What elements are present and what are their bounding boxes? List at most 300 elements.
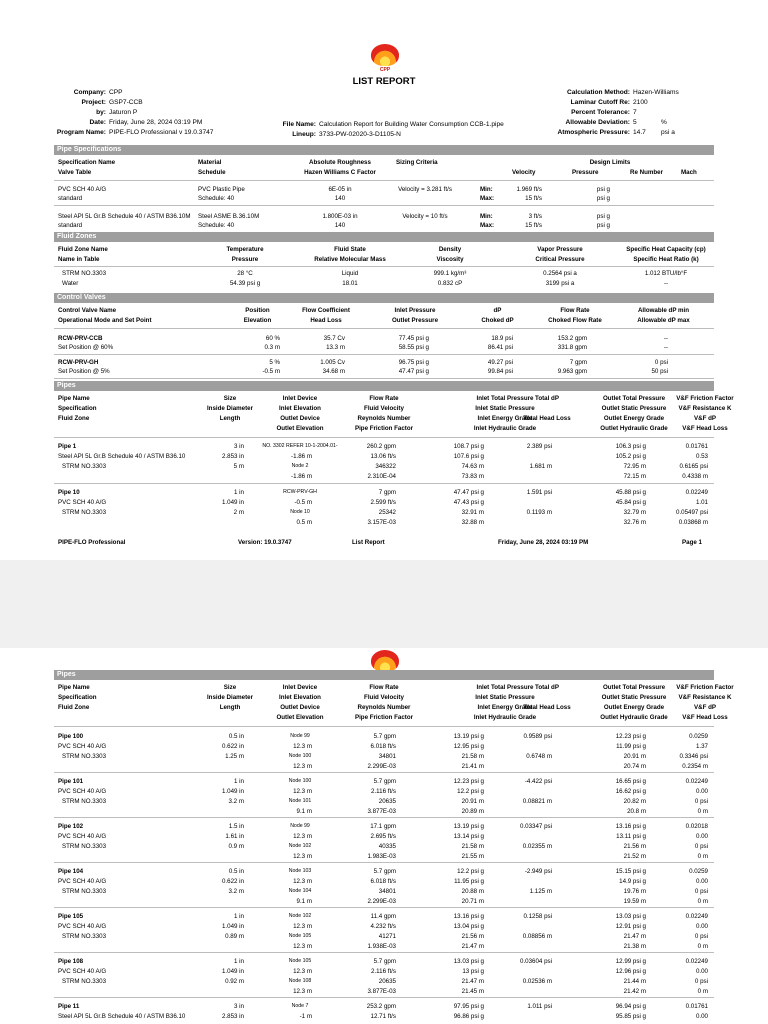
footer-page: Page 1 [682,539,702,546]
header-value: Jaturon P [109,109,138,116]
col-pipe-h1-0: Pipe Name [58,684,90,691]
header-row [54,98,213,108]
col-fz-press: Pressure [231,256,259,263]
pipe-specification: PVC SCH 40 A/G [58,878,107,885]
pipe-inside-diameter: 1.049 in [221,788,244,795]
fz-table: Water [62,280,79,287]
pipe-length: 1.25 m [225,753,244,760]
valve-pos: 60 % [265,335,280,342]
section-pipe-specifications: Pipe Specifications [54,145,714,155]
pipe-oe: 21.47 m [623,933,646,940]
col-pipe-h5-0: Inlet Total Pressure [476,395,534,402]
col-pipe-h5-3: Inlet Hydraulic Grade [473,714,537,721]
pipe-vhl: 0.03868 m [678,519,708,526]
pipe-k: 1.37 [695,743,708,750]
fz-vp: 0.2564 psi a [543,270,577,277]
pipe-fluid-zone: STRM NO.3303 [62,753,107,760]
pipe-vf: 0.02249 [685,958,708,965]
col-fz-visc: Viscosity [436,256,464,263]
header-row [540,88,679,98]
fz-cp: 3199 psi a [545,280,575,287]
pipe-vdp: 0.3346 psi [679,753,708,760]
pipe-fluid-zone: STRM NO.3303 [62,463,107,470]
pipe-ie: 74.63 m [461,463,484,470]
pipe-name: Pipe 1 [58,443,77,450]
pipe-name: Pipe 108 [58,958,84,965]
pipe-k: 0.00 [695,788,708,795]
pipe-size: 1 in [234,958,244,965]
rule [54,862,714,863]
pipe-fluid-zone: STRM NO.3303 [62,888,107,895]
pipe-ih: 32.88 m [461,519,484,526]
header-value: 7 [633,109,637,116]
fz-shc: 1.012 BTU/lb°F [644,270,688,277]
valve-mode: Set Position @ 5% [58,368,110,375]
pipe-total-dp: 2.389 psi [526,443,552,450]
col-pipe-h5-1: Inlet Static Pressure [475,694,535,701]
col-pipe-h4-2: Reynolds Number [357,704,411,711]
header-row [540,118,679,128]
pipe-f: 2.299E-03 [367,898,396,905]
pipe-ie: 21.58 m [461,843,484,850]
pipe-v: 2.695 ft/s [370,833,396,840]
pipe-specification: PVC SCH 40 A/G [58,968,107,975]
header-row [540,128,679,138]
pipe-f: 1.938E-03 [367,943,396,950]
pipe-total-head-loss: 0.1193 m [526,509,552,516]
col-cv-fr: Flow Rate [560,307,590,314]
pipe-inlet-device: Node 100 [288,778,312,784]
col-pipe-h4-1: Fluid Velocity [364,405,404,412]
pipe-ie: 32.91 m [461,509,484,516]
pipe-fluid-zone: STRM NO.3303 [62,798,107,805]
header-row [54,108,213,118]
spec-min-pressure: psi g [596,213,610,220]
pipe-ot: 15.15 psi g [615,868,646,875]
pipe-re: 25342 [378,509,396,516]
pipe-ot: 96.94 psi g [615,1003,646,1010]
pipe-f: 3.877E-03 [367,988,396,995]
col-pipe-h8-3: V&F Head Loss [682,714,728,721]
pipe-outlet-device: Node 108 [288,978,312,984]
max-label: Max: [480,222,495,229]
pipe-total-dp: 0.03604 psi [520,958,552,965]
pipe-outlet-elevation: 0.5 m [296,519,312,526]
pipe-oh: 21.52 m [623,853,646,860]
pipe-vhl: 0 m [697,808,708,815]
header-key: Program Name: [56,129,106,136]
valve-hl: 34.68 m [322,368,345,375]
pipe-outlet-device: Node 104 [288,888,312,894]
col-fz-state: Fluid State [334,246,366,253]
pipe-vf: 0.02249 [685,778,708,785]
pipe-ot: 16.65 psi g [615,778,646,785]
pipe-ih: 21.55 m [461,853,484,860]
header-right [540,88,679,138]
pipe-name: Pipe 101 [58,778,84,785]
col-pipe-h3-0: Inlet Device [282,395,318,402]
pipe-v: 2.116 ft/s [371,968,396,975]
pipe-v: 12.71 ft/s [370,1013,396,1020]
header-key: File Name: [282,121,316,128]
col-mach: Mach [681,169,697,176]
valve-cdp: 99.84 psi [487,368,513,375]
pipe-is: 13 psi g [462,968,484,975]
pipe-oe: 21.44 m [623,978,646,985]
spec-schedule: Schedule: 40 [198,222,235,229]
pipe-v: 6.018 ft/s [370,743,396,750]
header-key: Allowable Deviation: [565,119,630,126]
pipe-ot: 106.3 psi g [615,443,646,450]
valve-dp: 49.27 psi [487,359,513,366]
valve-cfr: 9.963 gpm [557,368,587,375]
valve-cdp: 86.41 psi [487,344,513,351]
rule [54,378,714,379]
pipe-specification: PVC SCH 40 A/G [58,923,107,930]
col-pipe-h8-3: V&F Head Loss [682,425,728,432]
pipe-ie: 21.58 m [461,753,484,760]
header-key: Laminar Cutoff Re: [570,99,630,106]
pipe-outlet-elevation: 12.3 m [293,853,312,860]
pipe-name: Pipe 11 [58,1003,80,1010]
pipe-length: 0.92 m [225,978,244,985]
pipe-inside-diameter: 0.622 in [221,743,244,750]
col-pipe-h7-3: Outlet Hydraulic Grade [600,425,668,432]
footer-version: Version: 19.0.3747 [238,539,292,546]
pipe-os: 11.99 psi g [616,743,646,750]
col-re-number: Re Number [630,169,664,176]
header-row [250,130,504,140]
spec-valve-table: standard [58,222,83,229]
pipe-inside-diameter: 1.049 in [221,499,244,506]
pipe-k: 0.00 [695,833,708,840]
pipe-os: 12.91 psi g [615,923,646,930]
pipe-k: 1.01 [695,499,708,506]
pipe-is: 96.86 psi g [453,1013,484,1020]
pipe-specification: Steel API 5L Gr.B Schedule 40 / ASTM B36.10 [58,453,186,460]
pipe-inlet-device: Node 99 [290,733,310,739]
pipe-total-dp: 0.03347 psi [520,823,552,830]
pipe-total-head-loss: 0.02536 m [522,978,552,985]
valve-ip: 96.75 psi g [398,359,429,366]
col-pipe-h8-2: V&F dP [693,704,716,711]
pipe-total-dp: 0.9589 psi [523,733,552,740]
col-pipe-h2-1: Inside Diameter [206,405,254,412]
pipe-total-head-loss: 0.6748 m [526,753,552,760]
pipe-size: 3 in [234,1003,244,1010]
col-pipe-h1-1: Specification [58,405,97,412]
header-key: Date: [89,119,106,126]
rule [54,354,714,355]
pipe-vf: 0.01761 [685,443,708,450]
header-value: 3733-PW-02020-3-D1105-N [319,131,401,138]
pipe-q: 253.2 gpm [366,1003,396,1010]
pipe-vdp: 0 psi [694,843,708,850]
col-pipe-h7-0: Outlet Total Pressure [602,395,666,402]
pipe-inlet-elevation: 12.3 m [293,968,312,975]
pipe-outlet-elevation: 12.3 m [293,763,312,770]
col-pipe-h2-0: Size [223,395,237,402]
col-pipe-h3-3: Outlet Elevation [276,714,324,721]
section-pipes: Pipes [54,670,714,680]
header-value: Calculation Report for Building Water Consumption CCB-1.pipe [319,121,504,128]
header-value: PIPE-FLO Professional v 19.0.3747 [109,129,214,136]
pipe-os: 13.11 psi g [616,833,646,840]
pipe-outlet-device: Node 2 [291,463,309,469]
pipe-specification: PVC SCH 40 A/G [58,499,107,506]
col-fz-vp: Vapor Pressure [537,246,583,253]
pipe-oh: 21.42 m [623,988,646,995]
spec-min-velocity: 1.969 ft/s [516,186,542,193]
col-pipe-h2-2: Length [219,415,241,422]
pipe-re: 41271 [378,933,396,940]
header-key: Lineup: [292,131,316,138]
pipe-inlet-elevation: 12.3 m [293,923,312,930]
max-label: Max: [480,195,495,202]
col-pipe-h1-2: Fluid Zone [58,415,90,422]
col-hazen-williams: Hazen Williams C Factor [304,169,376,176]
valve-hl: 13.3 m [326,344,345,351]
pipe-inside-diameter: 2.853 in [221,1013,244,1020]
header-row [540,98,679,108]
pipe-is: 11.95 psi g [454,878,484,885]
pipe-outlet-elevation: 9.1 m [296,898,312,905]
pipe-vdp: 0.6165 psi [679,463,708,470]
col-pipe-h8-0: V&F Friction Factor [676,395,734,402]
rule [54,772,714,773]
pipe-total-dp: -2.949 psi [524,868,552,875]
pipe-size: 1 in [234,489,244,496]
col-cv-cfr: Choked Flow Rate [548,317,602,324]
pipe-v: 2.116 ft/s [371,788,396,795]
col-cv-adp: Allowable dP min [637,307,690,314]
pipe-outlet-elevation: -1.86 m [291,473,312,480]
col-cv-hl: Head Loss [310,317,342,324]
col-fz-table: Name in Table [58,256,100,263]
pipe-is: 12.2 psi g [457,788,484,795]
pipe-total-dp: 1.011 psi [527,1003,552,1010]
pipe-outlet-elevation: 9.1 m [296,808,312,815]
pipe-total-dp: -4.422 psi [524,778,552,785]
col-pipe-h8-0: V&F Friction Factor [676,684,734,691]
header-unit: % [661,119,667,126]
rule [54,952,714,953]
pipe-oe: 20.82 m [623,798,646,805]
pipe-oh: 21.38 m [623,943,646,950]
col-cv-op: Outlet Pressure [391,317,439,324]
pipe-vf: 0.02249 [685,489,708,496]
pipe-re: 20635 [378,798,396,805]
col-cv-ip: Inlet Pressure [394,307,436,314]
header-value: Friday, June 28, 2024 03:19 PM [109,119,203,126]
fz-state: Liquid [341,270,359,277]
col-fz-shr: Specific Heat Ratio (k) [633,256,699,263]
pipe-total-head-loss: 1.681 m [529,463,552,470]
pipe-vhl: 0 m [697,943,708,950]
col-spec-name: Specification Name [58,159,116,166]
col-pipe-h8-1: V&F Resistance K [678,405,732,412]
header-left [54,88,213,138]
header-row [54,128,213,138]
pipe-oe: 72.95 m [623,463,646,470]
pipe-it: 13.19 psi g [453,733,484,740]
pipe-q: 260.2 gpm [366,443,396,450]
pipe-oe: 19.76 m [623,888,646,895]
pipe-f: 2.310E-04 [367,473,396,480]
section-control-valves: Control Valves [54,293,714,303]
valve-name: RCW-PRV-GH [58,359,99,366]
pipe-vf: 0.02018 [685,823,708,830]
col-pipe-h4-3: Pipe Friction Factor [354,425,414,432]
pipe-k: 0.00 [695,878,708,885]
footer-program: PIPE-FLO Professional [58,539,126,546]
pipe-inlet-elevation: 12.3 m [293,878,312,885]
pipe-is: 107.6 psi g [453,453,484,460]
pipe-outlet-device: Node 100 [288,753,312,759]
pipe-name: Pipe 105 [58,913,84,920]
valve-cfr: 331.8 gpm [557,344,587,351]
col-pipe-h4-0: Flow Rate [369,684,399,691]
col-pipe-h3-2: Outlet Device [280,704,320,711]
col-fz-density: Density [438,246,462,253]
rule [54,997,714,998]
valve-op: 58.55 psi g [398,344,429,351]
valve-allowable-min: -- [663,335,668,342]
pipe-length: 0.9 m [228,843,244,850]
rule [54,483,714,484]
pipe-oh: 20.8 m [627,808,646,815]
spec-roughness: 6E-05 in [328,186,352,193]
pipe-it: 13.16 psi g [453,913,484,920]
pipe-os: 105.2 psi g [615,453,646,460]
col-pipe-h1-0: Pipe Name [58,395,90,402]
pipe-re: 40335 [378,843,396,850]
pipe-it: 13.19 psi g [453,823,484,830]
col-pipe-h4-3: Pipe Friction Factor [354,714,414,721]
col-pipe-h2-0: Size [223,684,237,691]
min-label: Min: [480,186,493,193]
valve-mode: Set Position @ 60% [58,344,114,351]
header-value: CPP [109,89,123,96]
pipe-k: 0.53 [695,453,708,460]
fz-press: 54.39 psi g [229,280,261,287]
valve-allowable-max: 50 psi [651,368,668,375]
spec-name: PVC SCH 40 A/G [58,186,107,193]
company-logo: CPP [365,44,405,78]
fz-temp: 28 °C [237,270,253,277]
header-row [540,108,679,118]
pipe-ot: 45.88 psi g [615,489,646,496]
col-pipe-h3-0: Inlet Device [282,684,318,691]
pipe-it: 12.2 psi g [457,868,484,875]
col-pipe-h7-0: Outlet Total Pressure [602,684,666,691]
col-valve-table: Valve Table [58,169,92,176]
header-key: Company: [73,89,106,96]
pipe-total-head-loss: 0.02355 m [522,843,552,850]
pipe-q: 5.7 gpm [373,868,396,875]
pipe-inlet-elevation: 12.3 m [293,833,312,840]
valve-fr: 7 gpm [569,359,587,366]
header-value: 2100 [633,99,648,106]
pipe-ih: 21.47 m [461,943,484,950]
pipe-total-head-loss: 1.125 m [529,888,552,895]
pipe-k: 0.00 [695,968,708,975]
spec-sizing: Velocity = 10 ft/s [402,213,448,220]
pipe-os: 16.62 psi g [615,788,646,795]
footer-date: Friday, June 28, 2024 03:19 PM [498,539,589,546]
fz-visc: 0.832 cP [437,280,463,287]
col-pipe-h3-3: Outlet Elevation [276,425,324,432]
col-pipe-h1-1: Specification [58,694,97,701]
valve-pos: 5 % [269,359,280,366]
pipe-oe: 32.79 m [623,509,646,516]
pipe-oh: 20.74 m [623,763,646,770]
spec-material: PVC Plastic Pipe [198,186,245,193]
col-pipe-h5-2: Inlet Energy Grade [477,704,533,711]
valve-fc: 1.005 Cv [320,359,345,366]
pipe-length: 3.2 m [228,888,244,895]
pipe-oh: 32.76 m [623,519,646,526]
col-fz-name: Fluid Zone Name [58,246,108,253]
spec-sizing: Velocity = 3.281 ft/s [398,186,452,193]
pipe-inlet-device: Node 105 [288,958,312,964]
valve-name: RCW-PRV-CCB [58,335,103,342]
pipe-vhl: 0 m [697,853,708,860]
col-cv-dp: dP [493,307,502,314]
spec-material: Steel ASME B.36.10M [198,213,260,220]
pipe-inlet-device: RCW-PRV-GH [283,489,317,495]
section-pipes: Pipes [54,381,714,391]
pipe-ih: 20.89 m [461,808,484,815]
pipe-v: 6.018 ft/s [370,878,396,885]
pipe-length: 0.89 m [225,933,244,940]
pipe-inlet-elevation: -0.5 m [294,499,312,506]
pipe-total-head-loss: 0.08821 m [522,798,552,805]
pipe-outlet-elevation: 12.3 m [293,988,312,995]
col-pipe-h2-1: Inside Diameter [206,694,254,701]
pipe-vf: 0.01761 [685,1003,708,1010]
pipe-v: 2.599 ft/s [370,499,396,506]
header-middle [250,120,504,140]
pipe-name: Pipe 102 [58,823,84,830]
pipe-inlet-elevation: -1 m [299,1013,312,1020]
pipe-ih: 21.45 m [461,988,484,995]
pipe-specification: PVC SCH 40 A/G [58,743,107,750]
pipe-vhl: 0 m [697,898,708,905]
header-value: GSP7-CCB [109,99,143,106]
pipe-outlet-device: Node 101 [288,798,312,804]
pipe-size: 0.5 in [228,868,244,875]
pipe-size: 1 in [234,778,244,785]
pipe-ih: 20.71 m [461,898,484,905]
pipe-is: 13.14 psi g [453,833,484,840]
col-pipe-h7-2: Outlet Energy Grade [603,415,665,422]
section-fluid-zones: Fluid Zones [54,232,714,242]
col-cv-cdp: Choked dP [481,317,514,324]
fz-name: STRM NO.3303 [62,270,107,277]
pipe-vhl: 0 m [697,988,708,995]
rule [54,328,714,329]
pipe-size: 3 in [234,443,244,450]
report-title: LIST REPORT [352,76,416,87]
pipe-q: 7 gpm [378,489,396,496]
pipe-vf: 0.02249 [685,913,708,920]
pipe-specification: PVC SCH 40 A/G [58,788,107,795]
col-pipe-h3-1: Inlet Elevation [279,405,321,412]
pipe-inlet-device: Node 102 [288,913,312,919]
col-pipe-h6-0: Total dP [535,684,559,691]
valve-op: 47.47 psi g [398,368,429,375]
